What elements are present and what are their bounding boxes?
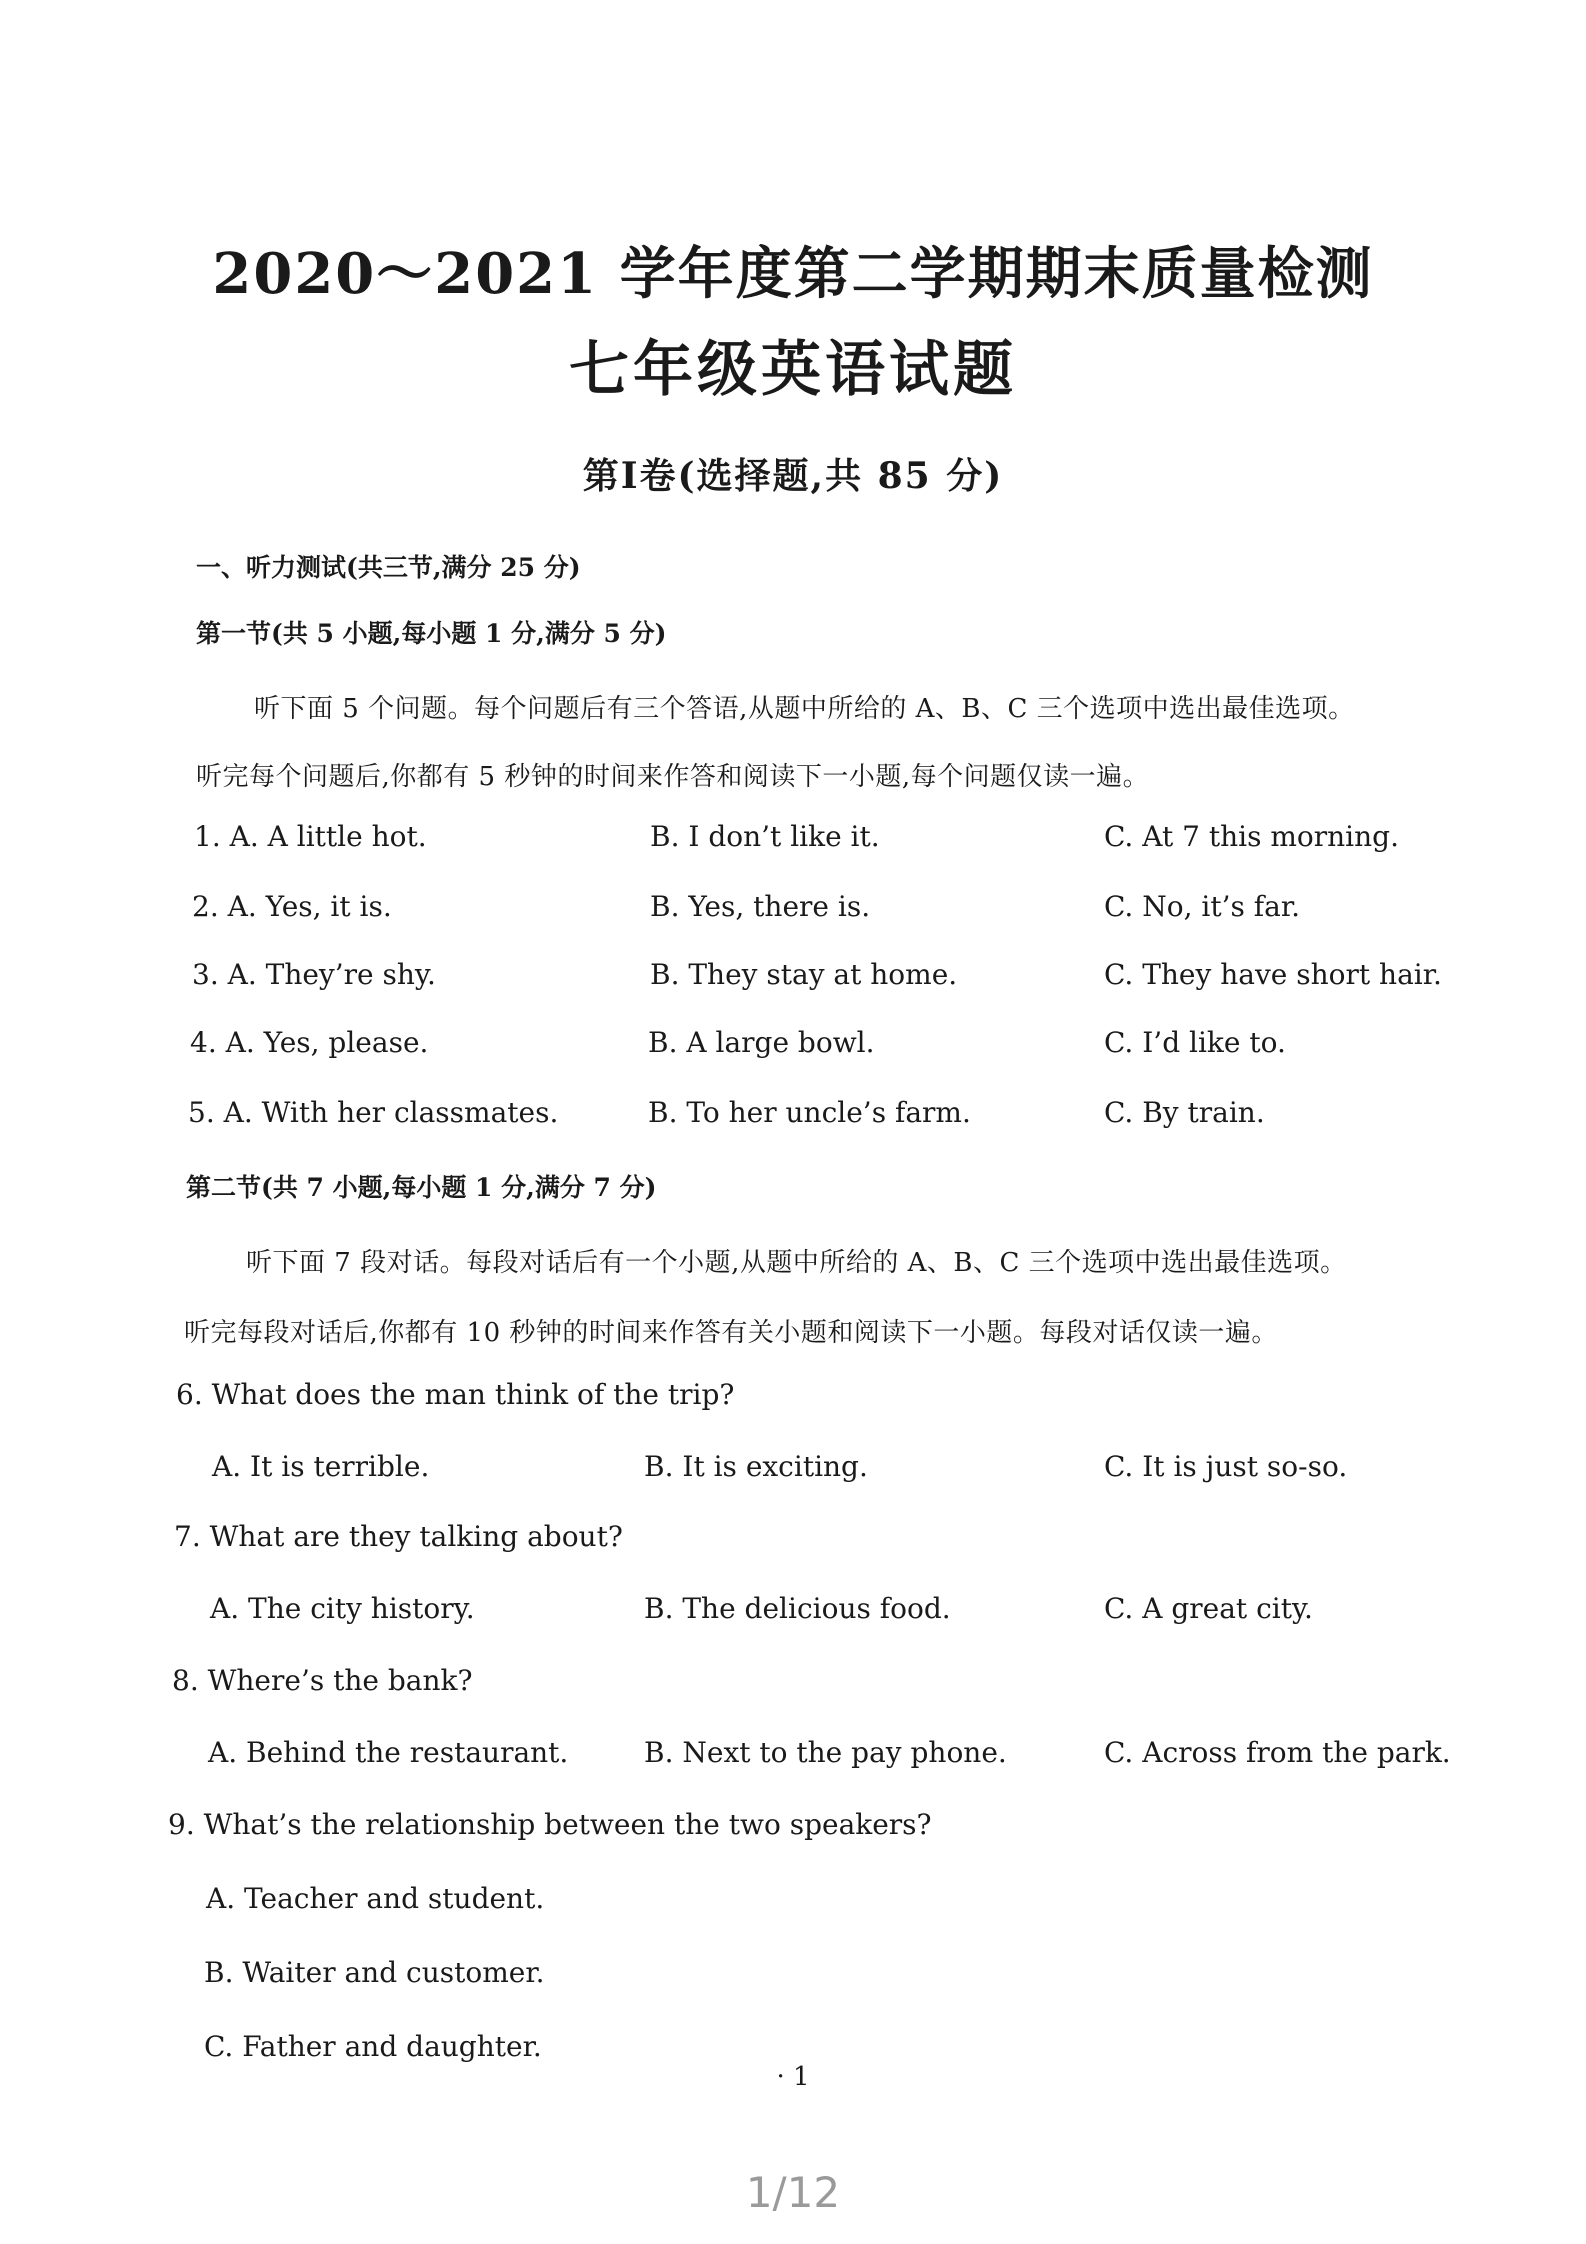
option-a: 4. A. Yes, please.	[190, 1026, 429, 1059]
question-row-2	[0, 890, 1586, 930]
section2-instruction-1: 听下面 7 段对话。每段对话后有一个小题,从题中所给的 A、B、C 三个选项中选出最佳选项。	[246, 1248, 1347, 1278]
question-9-option-c: C. Father and daughter.	[204, 2030, 542, 2063]
option-c: C. I’d like to.	[1104, 1026, 1286, 1059]
option-b: B. The delicious food.	[644, 1592, 951, 1625]
part1-header: 一、听力测试(共三节,满分 25 分)	[196, 553, 581, 582]
question-8: 8. Where’s the bank?	[172, 1664, 473, 1697]
section1-header: 第一节(共 5 小题,每小题 1 分,满分 5 分)	[196, 619, 667, 648]
section1-instruction-2: 听完每个问题后,你都有 5 秒钟的时间来作答和阅读下一小题,每个问题仅读一遍。	[196, 762, 1150, 792]
option-c: C. Across from the park.	[1104, 1736, 1451, 1769]
option-b: B. I don’t like it.	[650, 820, 880, 853]
option-c: C. They have short hair.	[1104, 958, 1442, 991]
option-c: C. It is just so-so.	[1104, 1450, 1348, 1483]
question-8-options	[0, 1736, 1586, 1776]
option-b: B. It is exciting.	[644, 1450, 868, 1483]
question-7: 7. What are they talking about?	[174, 1520, 623, 1553]
exam-title: 2020～2021 学年度第二学期期末质量检测	[212, 241, 1374, 307]
option-c: C. By train.	[1104, 1096, 1265, 1129]
question-row-3	[0, 958, 1586, 998]
option-a: 5. A. With her classmates.	[188, 1096, 559, 1129]
option-a: 2. A. Yes, it is.	[192, 890, 392, 923]
option-c: C. A great city.	[1104, 1592, 1313, 1625]
page-indicator: 1/12	[745, 2168, 841, 2217]
option-a: A. It is terrible.	[212, 1450, 430, 1483]
option-b: B. Yes, there is.	[650, 890, 871, 923]
option-c: C. No, it’s far.	[1104, 890, 1301, 923]
option-c: C. At 7 this morning.	[1104, 820, 1399, 853]
subject-title: 七年级英语试题	[569, 335, 1017, 405]
question-6-options	[0, 1450, 1586, 1490]
volume-title: 第Ⅰ卷(选择题,共 85 分)	[582, 455, 1004, 497]
question-7-options	[0, 1592, 1586, 1632]
question-row-4	[0, 1026, 1586, 1066]
question-row-5	[0, 1096, 1586, 1136]
option-a: 3. A. They’re shy.	[192, 958, 436, 991]
page-number: · 1	[776, 2062, 810, 2092]
option-b: B. Next to the pay phone.	[644, 1736, 1007, 1769]
option-a: A. The city history.	[210, 1592, 475, 1625]
option-a: 1. A. A little hot.	[194, 820, 427, 853]
question-9-option-b: B. Waiter and customer.	[204, 1956, 545, 1989]
option-b: B. A large bowl.	[648, 1026, 875, 1059]
question-row-1	[0, 820, 1586, 860]
section1-instruction-1: 听下面 5 个问题。每个问题后有三个答语,从题中所给的 A、B、C 三个选项中选出最佳选项。	[254, 694, 1355, 724]
section2-instruction-2: 听完每段对话后,你都有 10 秒钟的时间来作答有关小题和阅读下一小题。每段对话仅读一遍。	[184, 1318, 1278, 1348]
question-9-option-a: A. Teacher and student.	[206, 1882, 545, 1915]
option-a: A. Behind the restaurant.	[208, 1736, 569, 1769]
question-6: 6. What does the man think of the trip?	[176, 1378, 735, 1411]
question-9: 9. What’s the relationship between the two speakers?	[168, 1808, 932, 1841]
section2-header: 第二节(共 7 小题,每小题 1 分,满分 7 分)	[186, 1173, 657, 1202]
option-b: B. To her uncle’s farm.	[648, 1096, 971, 1129]
option-b: B. They stay at home.	[650, 958, 958, 991]
